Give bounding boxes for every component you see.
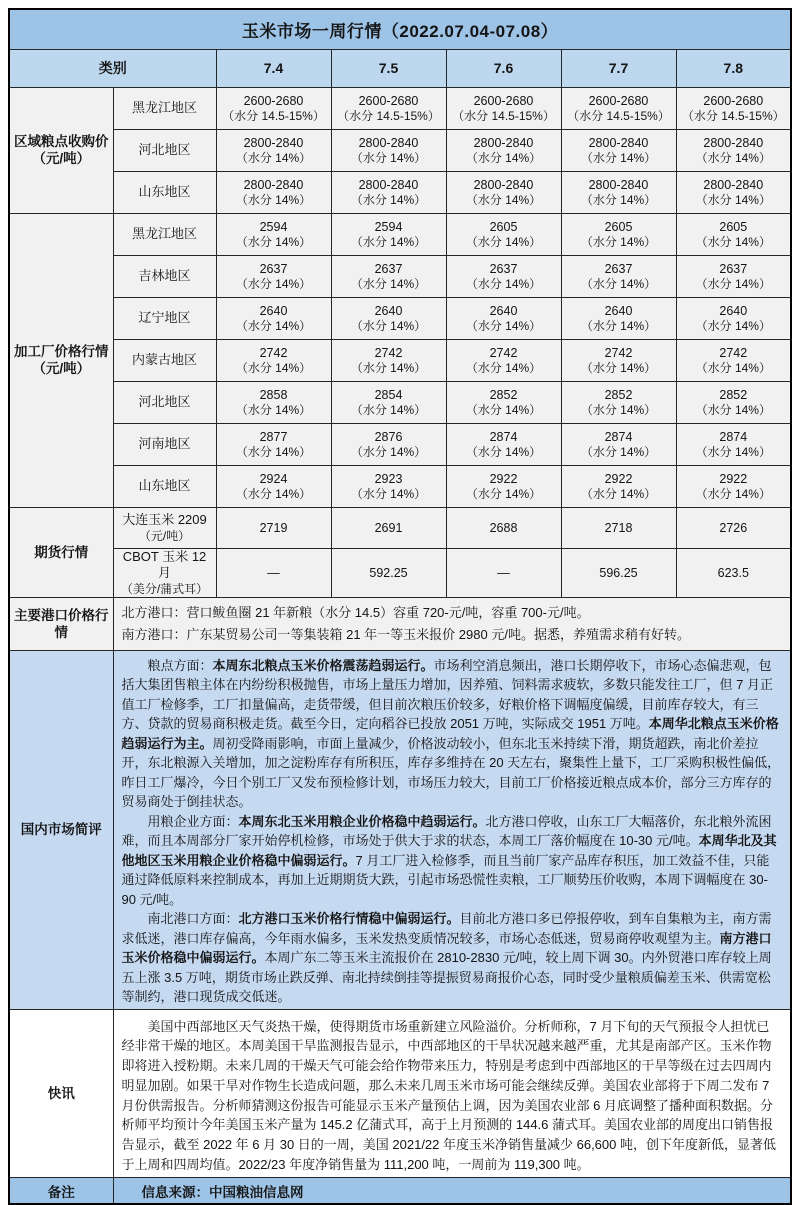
futures-contract-name: 大连玉米 2209 （元/吨） xyxy=(113,507,216,548)
domestic-review-text xyxy=(113,650,791,1009)
price-cell: 2852 （水分 14%） xyxy=(446,381,561,423)
price-cell: 2874 （水分 14%） xyxy=(676,423,791,465)
price-cell: 2600-2680 （水分 14.5-15%） xyxy=(561,87,676,129)
price-cell: 2922 （水分 14%） xyxy=(676,465,791,507)
section-label-news: 快讯 xyxy=(9,1009,113,1177)
price-cell: 2640 （水分 14%） xyxy=(446,297,561,339)
price-cell: 2600-2680 （水分 14.5-15%） xyxy=(331,87,446,129)
price-cell: 2874 （水分 14%） xyxy=(446,423,561,465)
futures-value: — xyxy=(216,548,331,597)
price-cell: 2742 （水分 14%） xyxy=(676,339,791,381)
region-name: 吉林地区 xyxy=(113,255,216,297)
port-line-south: 南方港口：广东某贸易公司一等集装箱 21 年一等玉米报价 2980 元/吨。据悉，养殖需求稍有好转。 xyxy=(121,626,690,642)
price-cell: 2800-2840 （水分 14%） xyxy=(331,171,446,213)
futures-value: 2718 xyxy=(561,507,676,548)
region-name: 山东地区 xyxy=(113,465,216,507)
price-cell: 2605 （水分 14%） xyxy=(561,213,676,255)
region-name: 河南地区 xyxy=(113,423,216,465)
price-cell: 2742 （水分 14%） xyxy=(446,339,561,381)
futures-value: 592.25 xyxy=(331,548,446,597)
price-cell: 2594 （水分 14%） xyxy=(331,213,446,255)
price-cell: 2924 （水分 14%） xyxy=(216,465,331,507)
col-header-date: 7.4 xyxy=(216,49,331,87)
review-paragraph-ports: 南北港口方面：北方港口玉米价格行情稳中偏弱运行。目前北方港口多已停报停收，到车自集粮为主，南方需求低迷，港口库存偏高，今年雨水偏多，玉米发热变质情况较多，市场心态低迷，贸易商停收观望为主。南方港口玉米价格稳中偏弱运行。本周广东二等玉米主流报价在 2810-2830 元/吨，较上周下调 30。内外贸港口库存较上周五上涨 3.5 万吨，期货市场止跌反弹、南北持续倒挂等提振贸易商报价心态，同时受少量粮质偏差玉米、供需宽松等制约，港口现货成交低迷。 xyxy=(121,911,772,1004)
news-text xyxy=(113,1009,791,1177)
price-cell: 2800-2840 （水分 14%） xyxy=(676,129,791,171)
col-header-date: 7.7 xyxy=(561,49,676,87)
price-cell: 2800-2840 （水分 14%） xyxy=(216,129,331,171)
price-cell: 2852 （水分 14%） xyxy=(676,381,791,423)
price-cell: 2800-2840 （水分 14%） xyxy=(446,171,561,213)
region-name: 黑龙江地区 xyxy=(113,87,216,129)
price-cell: 2637 （水分 14%） xyxy=(331,255,446,297)
port-line-north: 北方港口：营口鲅鱼圈 21 年新粮（水分 14.5）容重 720-元/吨，容重 700-元/吨。 xyxy=(121,604,590,620)
section-label-futures: 期货行情 xyxy=(9,507,113,597)
port-price-text xyxy=(113,597,791,650)
price-cell: 2640 （水分 14%） xyxy=(561,297,676,339)
review-paragraph-processors: 用粮企业方面：本周东北玉米用粮企业价格稳中趋弱运行。北方港口停收，山东工厂大幅落价，东北粮外流困难，而且本周部分厂家开始停机检修，市场处于供大于求的状态，本周工厂落价幅度在 10-30 元/吨。本周华北及其他地区玉米用粮企业价格稳中偏弱运行。7 月工厂进入检修季，而且当前厂家产品库存积压，加工效益不佳，只能通过降低原料来控制成本，再加上近期期货大跌，引起市场恐慌性卖粮，工厂顺势压价收购，本周下调幅度在 30-90 元/吨。 xyxy=(121,813,777,907)
region-name: 黑龙江地区 xyxy=(113,213,216,255)
price-cell: 2800-2840 （水分 14%） xyxy=(446,129,561,171)
price-cell: 2640 （水分 14%） xyxy=(331,297,446,339)
price-cell: 2640 （水分 14%） xyxy=(676,297,791,339)
futures-value: 2691 xyxy=(331,507,446,548)
price-cell: 2637 （水分 14%） xyxy=(676,255,791,297)
price-cell: 2877 （水分 14%） xyxy=(216,423,331,465)
weekly-price-table xyxy=(8,8,792,1205)
price-cell: 2742 （水分 14%） xyxy=(561,339,676,381)
info-source-text: 信息来源：中国粮油信息网 xyxy=(113,1177,791,1204)
price-cell: 2600-2680 （水分 14.5-15%） xyxy=(446,87,561,129)
section-label-factory-price: 加工厂价格行情 （元/吨） xyxy=(9,213,113,507)
futures-value: 596.25 xyxy=(561,548,676,597)
price-cell: 2922 （水分 14%） xyxy=(446,465,561,507)
page-title: 玉米市场一周行情（2022.07.04-07.08） xyxy=(9,9,791,49)
futures-value: 623.5 xyxy=(676,548,791,597)
price-cell: 2800-2840 （水分 14%） xyxy=(561,171,676,213)
price-cell: 2600-2680 （水分 14.5-15%） xyxy=(676,87,791,129)
price-cell: 2640 （水分 14%） xyxy=(216,297,331,339)
section-label-region-purchase: 区域粮点收购价 （元/吨） xyxy=(9,87,113,213)
col-header-date: 7.5 xyxy=(331,49,446,87)
col-header-date: 7.6 xyxy=(446,49,561,87)
price-cell: 2637 （水分 14%） xyxy=(216,255,331,297)
price-cell: 2600-2680 （水分 14.5-15%） xyxy=(216,87,331,129)
price-cell: 2874 （水分 14%） xyxy=(561,423,676,465)
price-cell: 2923 （水分 14%） xyxy=(331,465,446,507)
review-paragraph-grain-points: 粮点方面：本周东北粮点玉米价格震荡趋弱运行。市场利空消息频出，港口长期停收下，市场心态偏悲观，包括大集团售粮主体在内纷纷积极抛售，市场上量压力增加，因养殖、饲料需求疲软，多数只能发往工厂，但 7 月正值工厂检修季，工厂扣量偏高，走货带缓，但目前次粮压价较多，好粮价格下调幅度偏缓，目前库存较大，有三方、贷款的贸易商积极走货。截至今日，定向稻谷已投放 2051 万吨，实际成交 1951 万吨。本周华北粮点玉米价格趋弱运行为主。周初受降雨影响，市面上量减少，价格波动较小，但东北玉米持续下滑，期货超跌，南北价差拉开，东北粮源入关增加，加之淀粉库存有所积压，库存多维持在 20 天左右，聚集性上量下，工厂采购积极性偏低，昨日工厂爆冷，今日个别工厂又发布预检修计划，市场压力较大，目前工厂价格接近粮点成本价，部分三方库存的贸易商处于倒挂状态。 xyxy=(121,657,781,809)
futures-contract-name: CBOT 玉米 12 月 （美分/蒲式耳） xyxy=(113,548,216,597)
price-cell: 2742 （水分 14%） xyxy=(216,339,331,381)
price-cell: 2854 （水分 14%） xyxy=(331,381,446,423)
col-header-category: 类别 xyxy=(9,49,216,87)
price-cell: 2594 （水分 14%） xyxy=(216,213,331,255)
price-cell: 2637 （水分 14%） xyxy=(446,255,561,297)
price-cell: 2858 （水分 14%） xyxy=(216,381,331,423)
region-name: 内蒙古地区 xyxy=(113,339,216,381)
futures-value: 2719 xyxy=(216,507,331,548)
futures-value: 2726 xyxy=(676,507,791,548)
section-label-domestic-review: 国内市场简评 xyxy=(9,650,113,1009)
futures-value: — xyxy=(446,548,561,597)
price-cell: 2605 （水分 14%） xyxy=(446,213,561,255)
region-name: 河北地区 xyxy=(113,381,216,423)
price-cell: 2605 （水分 14%） xyxy=(676,213,791,255)
col-header-date: 7.8 xyxy=(676,49,791,87)
price-cell: 2742 （水分 14%） xyxy=(331,339,446,381)
section-label-port: 主要港口价格行情 xyxy=(9,597,113,650)
price-cell: 2800-2840 （水分 14%） xyxy=(561,129,676,171)
price-cell: 2800-2840 （水分 14%） xyxy=(676,171,791,213)
price-cell: 2876 （水分 14%） xyxy=(331,423,446,465)
price-cell: 2637 （水分 14%） xyxy=(561,255,676,297)
region-name: 河北地区 xyxy=(113,129,216,171)
price-cell: 2800-2840 （水分 14%） xyxy=(331,129,446,171)
price-cell: 2922 （水分 14%） xyxy=(561,465,676,507)
region-name: 山东地区 xyxy=(113,171,216,213)
news-paragraph: 美国中西部地区天气炎热干燥，使得期货市场重新建立风险溢价。分析师称，7 月下旬的天气预报令人担忧已经非常干燥的地区。本周美国干旱监测报告显示，中西部地区的干旱状况越来越严重，尤其是南部产区。玉米作物即将进入授粉期。未来几周的干燥天气可能会给作物带来压力，特别是考虑到中西部地区的干旱等级在过去四周内明显加剧。如果干旱对作物生长造成问题，那么未来几周玉米市场可能会继续反弹。美国农业部将于下周二发布 7 月份供需报告。分析师猜测这份报告可能显示玉米产量预估上调，因为美国农业部 6 月底调整了播种面积数据。分析师平均预计今年美国玉米产量为 145.2 亿蒲式耳，高于上月预测的 144.6 蒲式耳。美国农业部的周度出口销售报告显示，截至 2022 年 6 月 30 日的一周，美国 2021/22 年度玉米净销售量减少 66,600 吨，创下年度新低，显著低于上周和四周均值。2022/23 年度净销售量为 111,200 吨，一周前为 119,300 吨。 xyxy=(121,1018,776,1173)
price-cell: 2852 （水分 14%） xyxy=(561,381,676,423)
price-cell: 2800-2840 （水分 14%） xyxy=(216,171,331,213)
futures-value: 2688 xyxy=(446,507,561,548)
section-label-remark: 备注 xyxy=(9,1177,113,1204)
region-name: 辽宁地区 xyxy=(113,297,216,339)
